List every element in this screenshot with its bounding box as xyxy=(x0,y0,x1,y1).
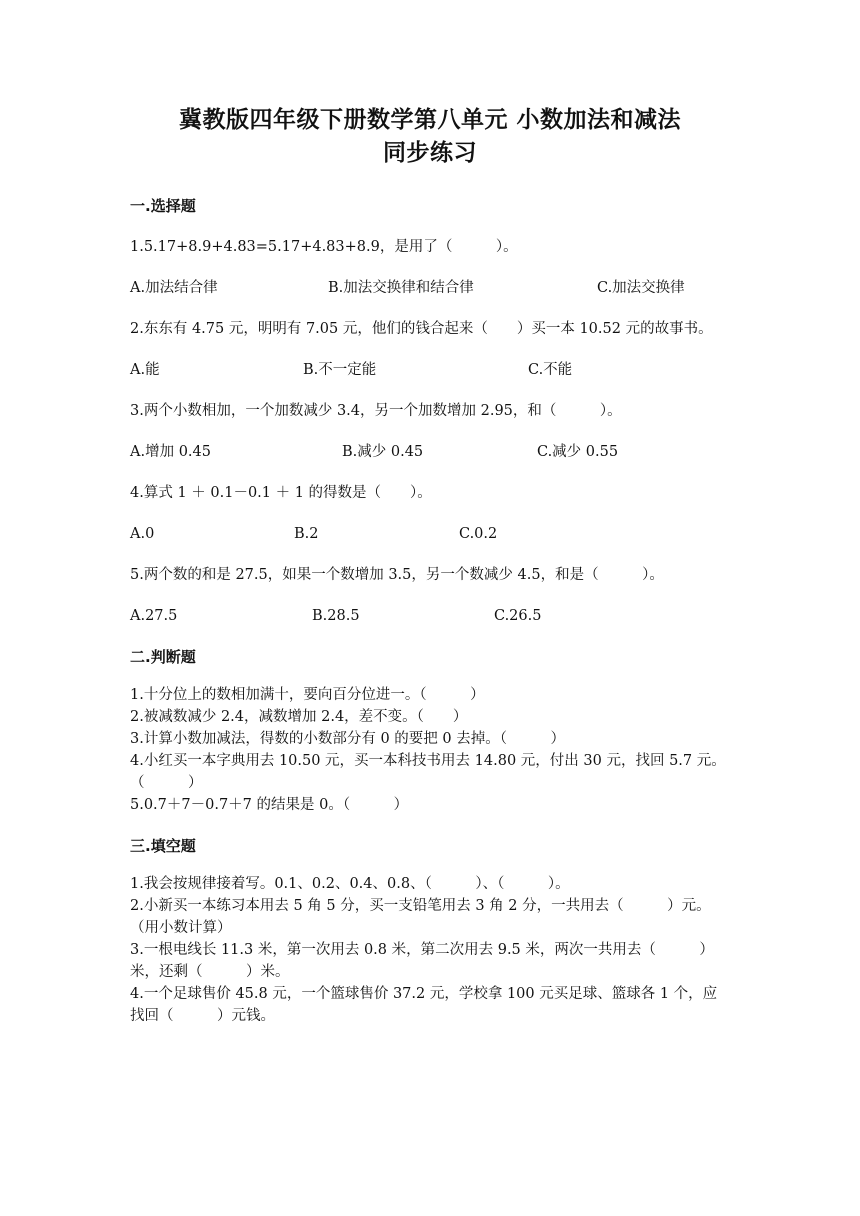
fill-list xyxy=(130,873,730,1027)
section-heading-fill: 三.填空题 xyxy=(130,837,196,855)
options-row-2 xyxy=(130,359,730,381)
option-a: A.加法结合律 xyxy=(130,280,218,296)
judge-list xyxy=(130,684,730,816)
title-line-1: 冀教版四年级下册数学第八单元 小数加法和减法 xyxy=(178,107,681,133)
list-item: 5.0.7＋7－0.7＋7 的结果是 0。（ ） xyxy=(130,797,409,813)
page-title xyxy=(130,104,730,170)
option-b: B.28.5 xyxy=(312,608,360,624)
option-b: B.减少 0.45 xyxy=(342,444,424,460)
question-4: 4.算式 1 ＋ 0.1－0.1 ＋ 1 的得数是（ ）。 xyxy=(130,485,432,501)
worksheet-page xyxy=(130,0,730,1027)
list-item: 3.一根电线长 11.3 米，第一次用去 0.8 米，第二次用去 9.5 米，两次一共用去（ ）米，还剩（ ）米。 xyxy=(130,942,714,980)
list-item: 1.十分位上的数相加满十，要向百分位进一。（ ） xyxy=(130,687,485,703)
option-c: C.加法交换律 xyxy=(597,280,685,296)
options-row-4 xyxy=(130,523,730,545)
list-item: 2.被减数减少 2.4，减数增加 2.4，差不变。（ ） xyxy=(130,709,468,725)
option-b: B.不一定能 xyxy=(303,362,377,378)
option-a: A.0 xyxy=(130,526,155,542)
options-row-5 xyxy=(130,605,730,627)
option-c: C.减少 0.55 xyxy=(537,444,619,460)
option-a: A.能 xyxy=(130,362,160,378)
list-item: 2.小新买一本练习本用去 5 角 5 分，买一支铅笔用去 3 角 2 分，一共用去（ ）元。（用小数计算） xyxy=(130,898,711,936)
list-item: 3.计算小数加减法，得数的小数部分有 0 的要把 0 去掉。（ ） xyxy=(130,731,565,747)
option-b: B.加法交换律和结合律 xyxy=(328,280,474,296)
question-2: 2.东东有 4.75 元，明明有 7.05 元，他们的钱合起来（ ）买一本 10.52 元的故事书。 xyxy=(130,321,713,337)
option-c: C.0.2 xyxy=(459,526,498,542)
option-c: C.26.5 xyxy=(494,608,542,624)
question-3: 3.两个小数相加，一个加数减少 3.4，另一个加数增加 2.95，和（ ）。 xyxy=(130,403,622,419)
list-item: 4.小红买一本字典用去 10.50 元，买一本科技书用去 14.80 元，付出 30 元，找回 5.7 元。（ ） xyxy=(130,753,726,791)
question-1: 1.5.17+8.9+4.83=5.17+4.83+8.9，是用了（ ）。 xyxy=(130,239,518,255)
section-heading-judge: 二.判断题 xyxy=(130,648,196,666)
list-item: 1.我会按规律接着写。0.1、0.2、0.4、0.8、（ ）、（ ）。 xyxy=(130,876,570,892)
options-row-1 xyxy=(130,277,730,299)
question-5: 5.两个数的和是 27.5，如果一个数增加 3.5，另一个数减少 4.5，和是（ ）。 xyxy=(130,567,664,583)
option-c: C.不能 xyxy=(528,362,573,378)
section-heading-choice: 一.选择题 xyxy=(130,197,196,215)
title-line-2: 同步练习 xyxy=(383,140,477,166)
option-a: A.增加 0.45 xyxy=(130,444,211,460)
options-row-3 xyxy=(130,441,730,463)
option-b: B.2 xyxy=(294,526,319,542)
option-a: A.27.5 xyxy=(130,608,178,624)
list-item: 4.一个足球售价 45.8 元，一个篮球售价 37.2 元，学校拿 100 元买足球、篮球各 1 个，应找回（ ）元钱。 xyxy=(130,986,718,1024)
